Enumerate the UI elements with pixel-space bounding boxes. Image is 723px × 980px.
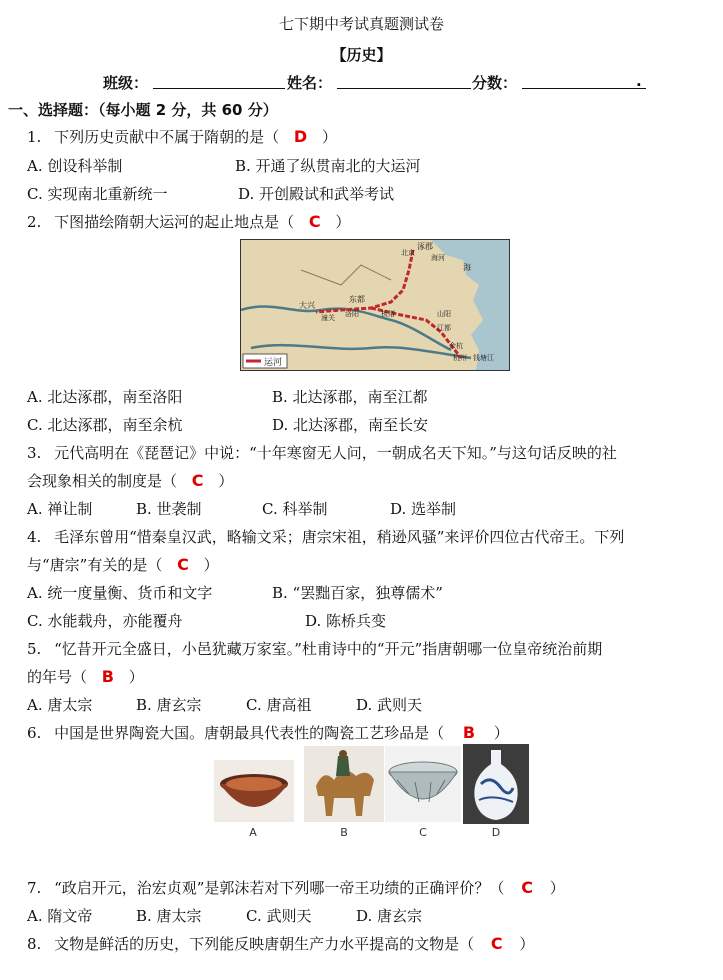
answer-mark: C — [177, 555, 189, 574]
question-close: ） — [321, 128, 337, 146]
question-5 — [27, 638, 602, 659]
option-c[interactable]: C. 实现南北重新统一 — [27, 185, 168, 203]
map-place-label: 大兴 — [299, 301, 315, 310]
question-2 — [27, 211, 350, 232]
question-3 — [27, 442, 617, 463]
question-stem: 会现象相关的制度是（ — [27, 472, 178, 490]
question-4 — [27, 526, 624, 547]
map-place-label: 涿郡 — [417, 242, 433, 251]
answer-mark: C — [490, 934, 503, 953]
option-b[interactable]: B. “罢黜百家，独尊儒术” — [272, 584, 443, 602]
map-place-label: 海河 — [431, 254, 445, 262]
question-7 — [27, 877, 565, 898]
option-a[interactable]: A. 禅让制 — [27, 500, 93, 518]
option-c[interactable]: C. 北达涿郡，南至余杭 — [27, 416, 183, 434]
map-place-label: 东都 — [349, 295, 365, 304]
map-place-label: 潼关 — [321, 314, 335, 322]
question-close: ） — [493, 724, 509, 742]
question-stem: 毛泽东曾用“惜秦皇汉武，略输文采；唐宗宋祖，稍逊风骚”来评价四位古代帝王。下列 — [54, 528, 625, 546]
map-legend-label: 运河 — [264, 358, 283, 368]
score-label: 分数： — [472, 74, 518, 92]
answer-mark: B — [101, 667, 114, 686]
option-b[interactable]: B. 唐玄宗 — [136, 696, 202, 714]
class-label: 班级： — [103, 74, 149, 92]
name-field[interactable] — [337, 72, 471, 89]
question-close: ） — [519, 935, 535, 953]
option-d[interactable]: D. 北达涿郡，南至长安 — [272, 416, 429, 434]
map-place-label: 海 — [463, 263, 471, 272]
option-d[interactable]: D. 陈桥兵变 — [305, 612, 387, 630]
name-label: 姓名： — [287, 74, 333, 92]
pottery-image-d[interactable] — [463, 744, 529, 824]
option-d[interactable]: D. 武则天 — [356, 696, 423, 714]
option-b[interactable]: B. 唐太宗 — [136, 907, 202, 925]
question-stem: 下图描绘隋朝大运河的起止地点是（ — [54, 213, 295, 231]
question-close: ） — [549, 879, 565, 897]
question-number: 5. — [27, 640, 42, 658]
class-field[interactable] — [153, 72, 285, 89]
answer-mark: B — [462, 723, 476, 742]
question-6 — [27, 722, 509, 743]
pottery-image-b[interactable] — [304, 746, 384, 822]
section-heading: 一、选择题：（每小题 2 分，共 60 分） — [8, 101, 278, 119]
pottery-image-c[interactable] — [385, 746, 461, 822]
map-place-label: 板渚 — [381, 310, 395, 318]
option-a[interactable]: A. 统一度量衡、货币和文字 — [27, 584, 213, 602]
question-3-line-2 — [27, 470, 233, 491]
question-number: 4. — [27, 528, 42, 546]
score-field[interactable] — [522, 72, 646, 89]
answer-mark: C — [191, 471, 204, 490]
image-label-a: A — [249, 826, 257, 839]
map-place-label: 杭州 — [453, 354, 467, 362]
option-c[interactable]: C. 科举制 — [262, 500, 328, 518]
tricolor-camel-icon — [304, 746, 384, 822]
image-label-b: B — [340, 826, 348, 839]
question-close: ） — [128, 668, 144, 686]
paper-title: 七下期中考试真题测试卷 — [278, 15, 444, 33]
question-number: 8. — [27, 935, 42, 953]
question-5-line-2 — [27, 666, 144, 687]
answer-mark: C — [308, 212, 321, 231]
question-stem: 文物是鲜活的历史，下列能反映唐朝生产力水平提高的文物是（ — [54, 935, 475, 953]
subject-label: 【历史】 — [331, 46, 392, 64]
question-number: 1. — [27, 128, 42, 146]
option-a[interactable]: A. 隋文帝 — [27, 907, 93, 925]
question-stem: 与“唐宗”有关的是（ — [27, 556, 163, 574]
option-c[interactable]: C. 唐高祖 — [246, 696, 312, 714]
map-place-label: 洛阳 — [345, 310, 359, 318]
option-d[interactable]: D. 开创殿试和武举考试 — [238, 185, 395, 203]
option-a[interactable]: A. 北达涿郡，南至洛阳 — [27, 388, 183, 406]
question-stem: 的年号（ — [27, 668, 88, 686]
question-close: ） — [218, 472, 234, 490]
question-stem: 下列历史贡献中不属于隋朝的是（ — [54, 128, 280, 146]
question-number: 2. — [27, 213, 42, 231]
question-number: 6. — [27, 724, 42, 742]
question-stem: “政启开元，治宏贞观”是郭沫若对下列哪一帝王功绩的正确评价？（ — [54, 879, 505, 897]
end-dot: . — [636, 72, 642, 90]
question-close: ） — [203, 556, 219, 574]
bowl-a-icon — [214, 760, 294, 822]
question-number: 3. — [27, 444, 42, 462]
map-place-label: 江都 — [437, 324, 451, 332]
option-d[interactable]: D. 选举制 — [390, 500, 457, 518]
option-b[interactable]: B. 开通了纵贯南北的大运河 — [235, 157, 421, 175]
question-stem: 元代高明在《琵琶记》中说：“十年寒窗无人问，一朝成名天下知。”与这句话反映的社 — [54, 444, 617, 462]
option-b[interactable]: B. 北达涿郡，南至江都 — [272, 388, 428, 406]
question-4-line-2 — [27, 554, 219, 575]
pottery-image-a[interactable] — [214, 760, 294, 822]
option-a[interactable]: A. 唐太宗 — [27, 696, 93, 714]
answer-mark: C — [521, 878, 533, 897]
option-a[interactable]: A. 创设科举制 — [27, 157, 123, 175]
question-stem: 中国是世界陶瓷大国。唐朝最具代表性的陶瓷工艺珍品是（ — [54, 724, 445, 742]
crackle-bowl-icon — [385, 746, 461, 822]
question-1 — [27, 126, 337, 147]
option-c[interactable]: C. 武则天 — [246, 907, 312, 925]
question-close: ） — [335, 213, 351, 231]
image-label-c: C — [419, 826, 427, 839]
grand-canal-map — [240, 239, 510, 371]
answer-mark: D — [293, 127, 308, 146]
blue-white-vase-icon — [463, 744, 529, 824]
question-8 — [27, 933, 534, 954]
image-label-d: D — [491, 826, 501, 839]
map-place-label: 余杭 — [449, 342, 463, 350]
option-b[interactable]: B. 世袭制 — [136, 500, 202, 518]
terrain-line — [301, 265, 391, 285]
question-number: 7. — [27, 879, 42, 897]
map-graphic — [241, 240, 509, 370]
question-stem: “忆昔开元全盛日，小邑犹藏万家室。”杜甫诗中的“开元”指唐朝哪一位皇帝统治前期 — [54, 640, 603, 658]
map-place-label: 北京 — [401, 249, 415, 257]
map-place-label: 山阳 — [437, 310, 451, 318]
option-c[interactable]: C. 水能载舟，亦能覆舟 — [27, 612, 183, 630]
map-place-label: 钱塘江 — [473, 354, 494, 362]
option-d[interactable]: D. 唐玄宗 — [356, 907, 423, 925]
